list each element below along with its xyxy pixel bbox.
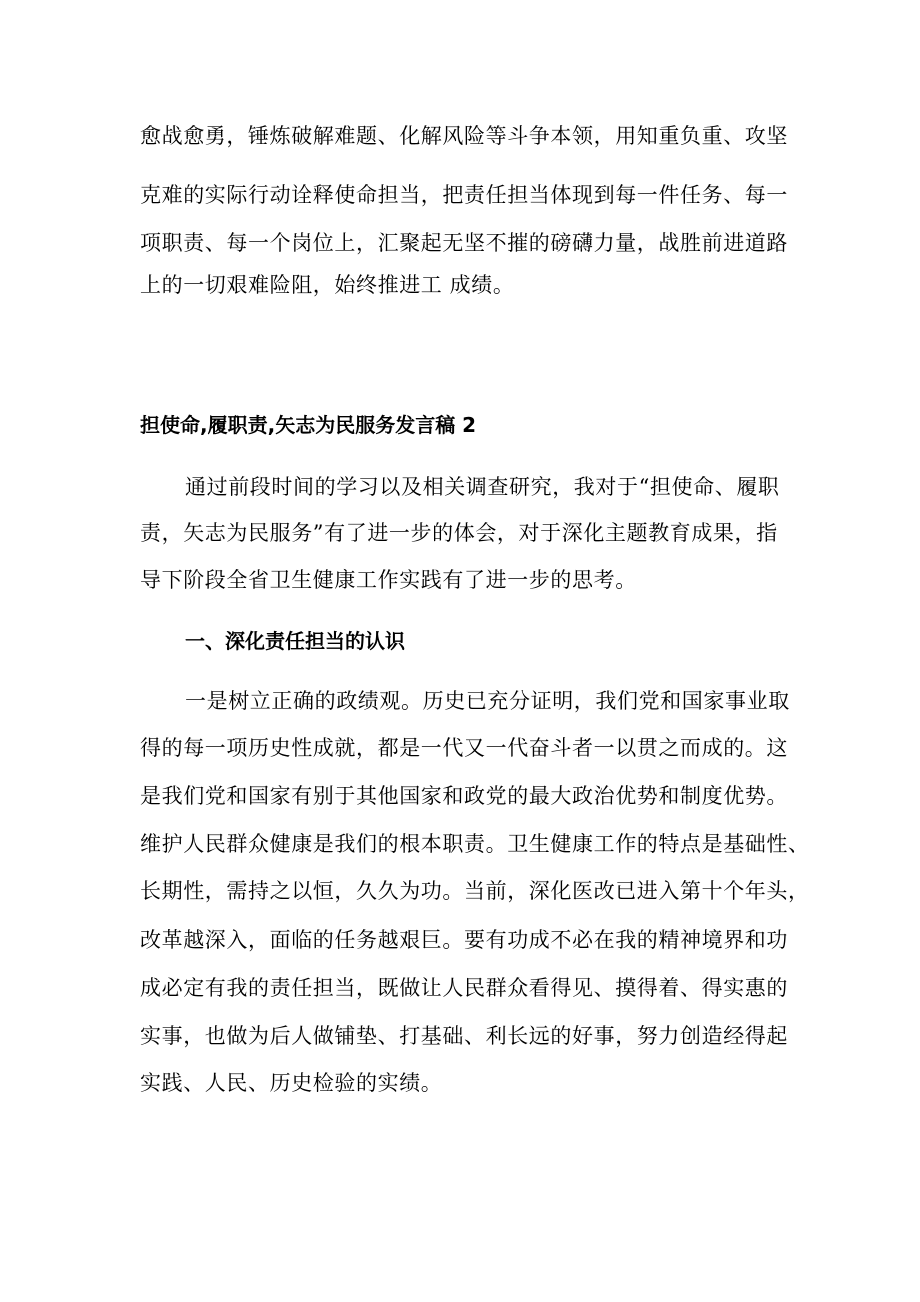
text-line: 导下阶段全省卫生健康工作实践有了进一步的思考。 [140, 568, 637, 592]
text-line: 通过前段时间的学习以及相关调查研究，我对于“担使命、履职 [185, 475, 780, 499]
text-line: 一是树立正确的政绩观。历史已充分证明，我们党和国家事业取 [185, 689, 790, 713]
text-line: 成必定有我的责任担当，既做让人民群众看得见、摸得着、得实惠的 [140, 976, 788, 1000]
section-heading: 一、深化责任担当的认识 [185, 629, 405, 653]
text-line: 得的每一项历史性成就，都是一代又一代奋斗者一以贯之而成的。这 [140, 736, 788, 760]
text-line: 是我们党和国家有别于其他国家和政党的最大政治优势和制度优势。 [140, 784, 788, 808]
text-line: 责，矢志为民服务”有了进一步的体会，对于深化主题教育成果，指 [140, 521, 778, 545]
text-line: 愈战愈勇，锤炼破解难题、化解风险等斗争本领，用知重负重、攻坚 [140, 124, 788, 148]
text-line: 克难的实际行动诠释使命担当，把责任担当体现到每一件任务、每一 [140, 183, 788, 207]
text-line: 实事，也做为后人做铺垫、打基础、利长远的好事，努力创造经得起 [140, 1024, 788, 1048]
text-line: 长期性，需持之以恒，久久为功。当前，深化医改已进入第十个年头， [140, 879, 810, 903]
text-line: 改革越深入，面临的任务越艰巨。要有功成不必在我的精神境界和功 [140, 928, 788, 952]
text-line: 上的一切艰难险阻，始终推进工 成绩。 [140, 273, 515, 297]
document-title: 担使命,履职责,矢志为民服务发言稿 2 [140, 413, 477, 437]
text-line: 维护人民群众健康是我们的根本职责。卫生健康工作的特点是基础性、 [140, 832, 810, 856]
text-line: 实践、人民、历史检验的实绩。 [140, 1071, 443, 1095]
text-line: 项职责、每一个岗位上，汇聚起无坚不摧的磅礴力量，战胜前进道路 [140, 231, 788, 255]
